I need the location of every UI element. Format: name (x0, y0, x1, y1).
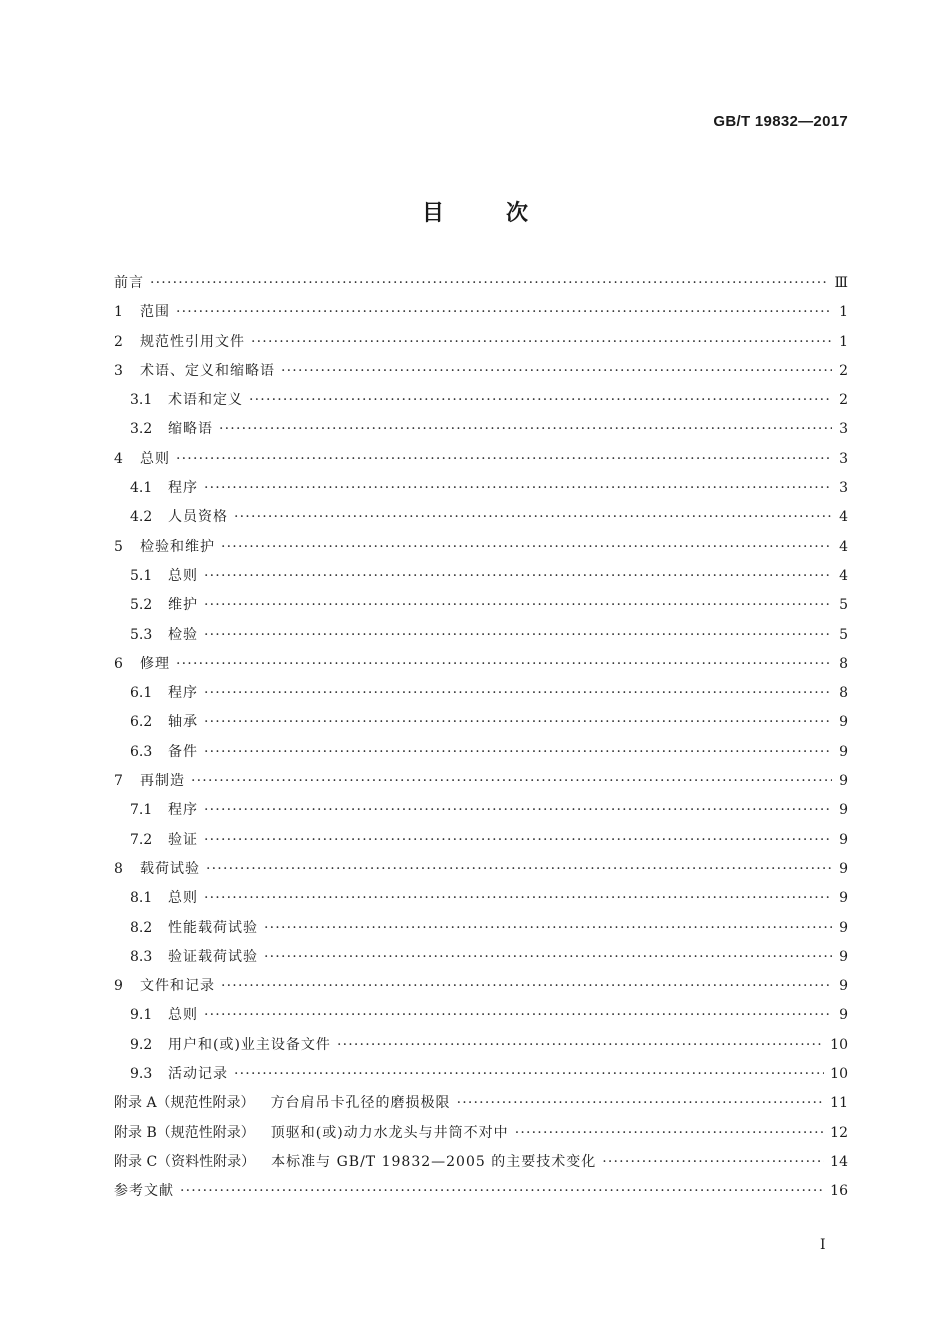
toc-entry-number: 3 (114, 362, 123, 379)
toc-entry-page: 1 (839, 304, 848, 321)
toc-entry-page: 5 (839, 626, 848, 643)
toc-entry-page: Ⅲ (834, 275, 848, 291)
toc-entry-page: 9 (839, 773, 848, 790)
toc-leader-dots (204, 685, 832, 701)
toc-leader-dots (219, 421, 832, 437)
toc-entry-number: 5 (114, 538, 123, 555)
toc-entry[interactable] (114, 624, 848, 653)
toc-leader-dots (176, 304, 832, 320)
toc-entry[interactable] (114, 946, 848, 975)
toc-leader-dots (204, 597, 832, 613)
toc-entry[interactable] (114, 682, 848, 711)
toc-entry[interactable] (114, 477, 848, 506)
toc-entry-number: 6 (114, 655, 123, 672)
toc-entry-page: 5 (839, 597, 848, 614)
toc-entry-number: 6.2 (130, 714, 153, 731)
toc-entry-page: 3 (839, 421, 848, 438)
toc-entry-number: 4.2 (130, 509, 153, 526)
toc-entry-page: 8 (839, 685, 848, 702)
toc-entry-number: 5.3 (130, 626, 153, 643)
toc-leader-dots (204, 802, 832, 818)
toc-entry-page: 12 (830, 1124, 848, 1141)
toc-leader-dots (251, 334, 832, 350)
toc-entry-number: 7.1 (130, 802, 153, 819)
toc-entry-page: 3 (839, 450, 848, 467)
toc-entry[interactable] (114, 272, 848, 301)
toc-leader-dots (515, 1125, 824, 1141)
toc-entry-page: 9 (839, 802, 848, 819)
toc-entry[interactable] (114, 799, 848, 828)
toc-leader-dots (249, 392, 832, 408)
toc-entry-number: 9.1 (130, 1007, 153, 1024)
toc-entry-label: 载荷试验 (140, 860, 200, 877)
toc-entry[interactable] (114, 1151, 848, 1180)
toc-entry-label: 性能载荷试验 (168, 919, 258, 936)
toc-entry-number: 6.1 (130, 685, 153, 702)
toc-entry-number: 4 (114, 450, 123, 467)
toc-leader-dots (150, 275, 828, 291)
toc-entry[interactable] (114, 1092, 848, 1121)
toc-leader-dots (281, 363, 832, 379)
toc-entry-label: 修理 (140, 655, 170, 672)
toc-leader-dots (176, 656, 832, 672)
toc-entry[interactable] (114, 1180, 848, 1209)
toc-entry-number: 8.2 (130, 919, 153, 936)
toc-entry-label: 检验 (168, 626, 198, 643)
toc-entry-label: 总则 (168, 1007, 198, 1024)
toc-entry-page: 14 (830, 1153, 848, 1170)
toc-entry[interactable] (114, 741, 848, 770)
toc-entry-number: 4.1 (130, 480, 153, 497)
toc-entry-number: 8.3 (130, 948, 153, 965)
toc-entry-label: 维护 (168, 597, 198, 614)
toc-entry-page: 10 (830, 1066, 848, 1083)
toc-entry-label: 顶驱和(或)动力水龙头与井筒不对中 (270, 1124, 509, 1141)
toc-leader-dots (191, 773, 832, 789)
toc-entry-page: 10 (830, 1036, 848, 1053)
toc-entry-label: 程序 (168, 685, 198, 702)
toc-entry-number: 5.1 (130, 567, 153, 584)
toc-entry-label: 总则 (168, 890, 198, 907)
toc-entry[interactable] (114, 1063, 848, 1092)
toc-entry[interactable] (114, 389, 848, 418)
toc-entry[interactable] (114, 770, 848, 799)
standard-code: GB/T 19832—2017 (713, 113, 848, 130)
toc-leader-dots (234, 1066, 824, 1082)
toc-entry[interactable] (114, 829, 848, 858)
toc-entry-page: 11 (830, 1095, 848, 1112)
toc-entry-label: 检验和维护 (140, 538, 215, 555)
toc-title-char-2: 次 (506, 201, 529, 226)
toc-entry-page: 16 (830, 1183, 848, 1200)
toc-entry-page: 9 (839, 714, 848, 731)
toc-entry-number: 7 (114, 773, 123, 790)
toc-entry-label: 总则 (168, 567, 198, 584)
toc-leader-dots (180, 1183, 824, 1199)
toc-entry-page: 8 (839, 655, 848, 672)
toc-entry-number: 9.3 (130, 1066, 153, 1083)
toc-leader-dots (204, 714, 832, 730)
toc-entry-page: 2 (839, 392, 848, 409)
toc-entry-label: 人员资格 (168, 509, 228, 526)
toc-entry[interactable] (114, 594, 848, 623)
toc-entry[interactable] (114, 917, 848, 946)
toc-entry[interactable] (114, 1034, 848, 1063)
toc-entry-label: 用户和(或)业主设备文件 (168, 1036, 331, 1053)
toc-entry-number: 9 (114, 978, 123, 995)
toc-leader-dots (204, 627, 832, 643)
toc-entry-number: 8.1 (130, 890, 153, 907)
toc-entry[interactable] (114, 418, 848, 447)
toc-entry-page: 9 (839, 1007, 848, 1024)
toc-entry[interactable] (114, 331, 848, 360)
toc-leader-dots (264, 949, 832, 965)
toc-entry[interactable] (114, 711, 848, 740)
toc-entry[interactable] (114, 1004, 848, 1033)
toc-leader-dots (204, 568, 832, 584)
toc-entry-label: 程序 (168, 802, 198, 819)
toc-entry-label: 范围 (140, 304, 170, 321)
toc-entry[interactable] (114, 360, 848, 389)
toc-entry-label: 本标准与 GB/T 19832—2005 的主要技术变化 (271, 1153, 597, 1170)
toc-entry-number: 3.1 (130, 392, 153, 409)
toc-leader-dots (457, 1095, 825, 1111)
toc-entry-label: 方台肩吊卡孔径的磨损极限 (270, 1095, 451, 1112)
toc-entry-number: 7.2 (130, 831, 153, 848)
toc-entry-page: 9 (839, 948, 848, 965)
toc-entry-number: 1 (114, 304, 123, 321)
toc-leader-dots (204, 744, 832, 760)
toc-leader-dots (204, 832, 832, 848)
toc-entry-label: 总则 (140, 450, 170, 467)
toc-entry-label: 活动记录 (168, 1066, 228, 1083)
toc-title (0, 196, 950, 227)
toc-entry[interactable] (114, 975, 848, 1004)
toc-entry-number: 5.2 (130, 597, 153, 614)
toc-leader-dots (204, 1007, 832, 1023)
toc-entry-label: 验证载荷试验 (168, 948, 258, 965)
toc-entry[interactable] (114, 1122, 848, 1151)
toc-leader-dots (221, 539, 832, 555)
page-folio: I (820, 1237, 826, 1253)
toc-entry-page: 9 (839, 860, 848, 877)
toc-entry[interactable] (114, 887, 848, 916)
toc-entry-page: 9 (839, 890, 848, 907)
toc-leader-dots (176, 451, 832, 467)
toc-entry-label: 备件 (168, 743, 198, 760)
toc-leader-dots (264, 920, 832, 936)
toc-entry-label: 验证 (168, 831, 198, 848)
toc-entry-label: 文件和记录 (140, 978, 215, 995)
toc-entry-page: 4 (839, 567, 848, 584)
toc-entry-number: 3.2 (130, 421, 153, 438)
toc-entry-page: 4 (839, 509, 848, 526)
toc-entry-label: 参考文献 (114, 1183, 174, 1200)
toc-entry-number: 6.3 (130, 743, 153, 760)
toc-entry-number: 附录 C（资料性附录） (114, 1153, 256, 1170)
toc-entry-page: 1 (839, 333, 848, 350)
toc-entry-label: 程序 (168, 480, 198, 497)
toc-entry-number: 附录 B（规范性附录） (114, 1124, 255, 1141)
toc-entry[interactable] (114, 536, 848, 565)
toc-title-char-1: 目 (421, 201, 444, 226)
toc-entry-label: 规范性引用文件 (140, 333, 245, 350)
toc-entry-page: 4 (839, 538, 848, 555)
toc-entry[interactable] (114, 506, 848, 535)
toc-entry-number: 附录 A（规范性附录） (114, 1095, 255, 1112)
toc-leader-dots (206, 861, 832, 877)
toc-entry-label: 术语和定义 (168, 392, 243, 409)
toc-entry-label: 再制造 (140, 773, 185, 790)
toc-entry-number: 8 (114, 860, 123, 877)
toc-entry-page: 9 (839, 743, 848, 760)
toc-entry-label: 术语、定义和缩略语 (140, 362, 275, 379)
toc-entry-page: 3 (839, 480, 848, 497)
toc-entry-number: 2 (114, 333, 123, 350)
toc-entry-number: 9.2 (130, 1036, 153, 1053)
toc-leader-dots (337, 1037, 824, 1053)
toc-entry[interactable] (114, 301, 848, 330)
toc-leader-dots (602, 1154, 824, 1170)
toc-leader-dots (221, 978, 832, 994)
table-of-contents (114, 272, 848, 1210)
toc-leader-dots (204, 480, 832, 496)
toc-entry-page: 2 (839, 362, 848, 379)
toc-leader-dots (204, 890, 832, 906)
toc-leader-dots (234, 509, 832, 525)
toc-entry-page: 9 (839, 831, 848, 848)
toc-entry[interactable] (114, 448, 848, 477)
toc-entry[interactable] (114, 565, 848, 594)
toc-entry-label: 缩略语 (168, 421, 213, 438)
toc-entry-label: 轴承 (168, 714, 198, 731)
toc-entry-label: 前言 (114, 275, 144, 291)
toc-entry-page: 9 (839, 978, 848, 995)
toc-entry-page: 9 (839, 919, 848, 936)
toc-entry[interactable] (114, 653, 848, 682)
toc-entry[interactable] (114, 858, 848, 887)
